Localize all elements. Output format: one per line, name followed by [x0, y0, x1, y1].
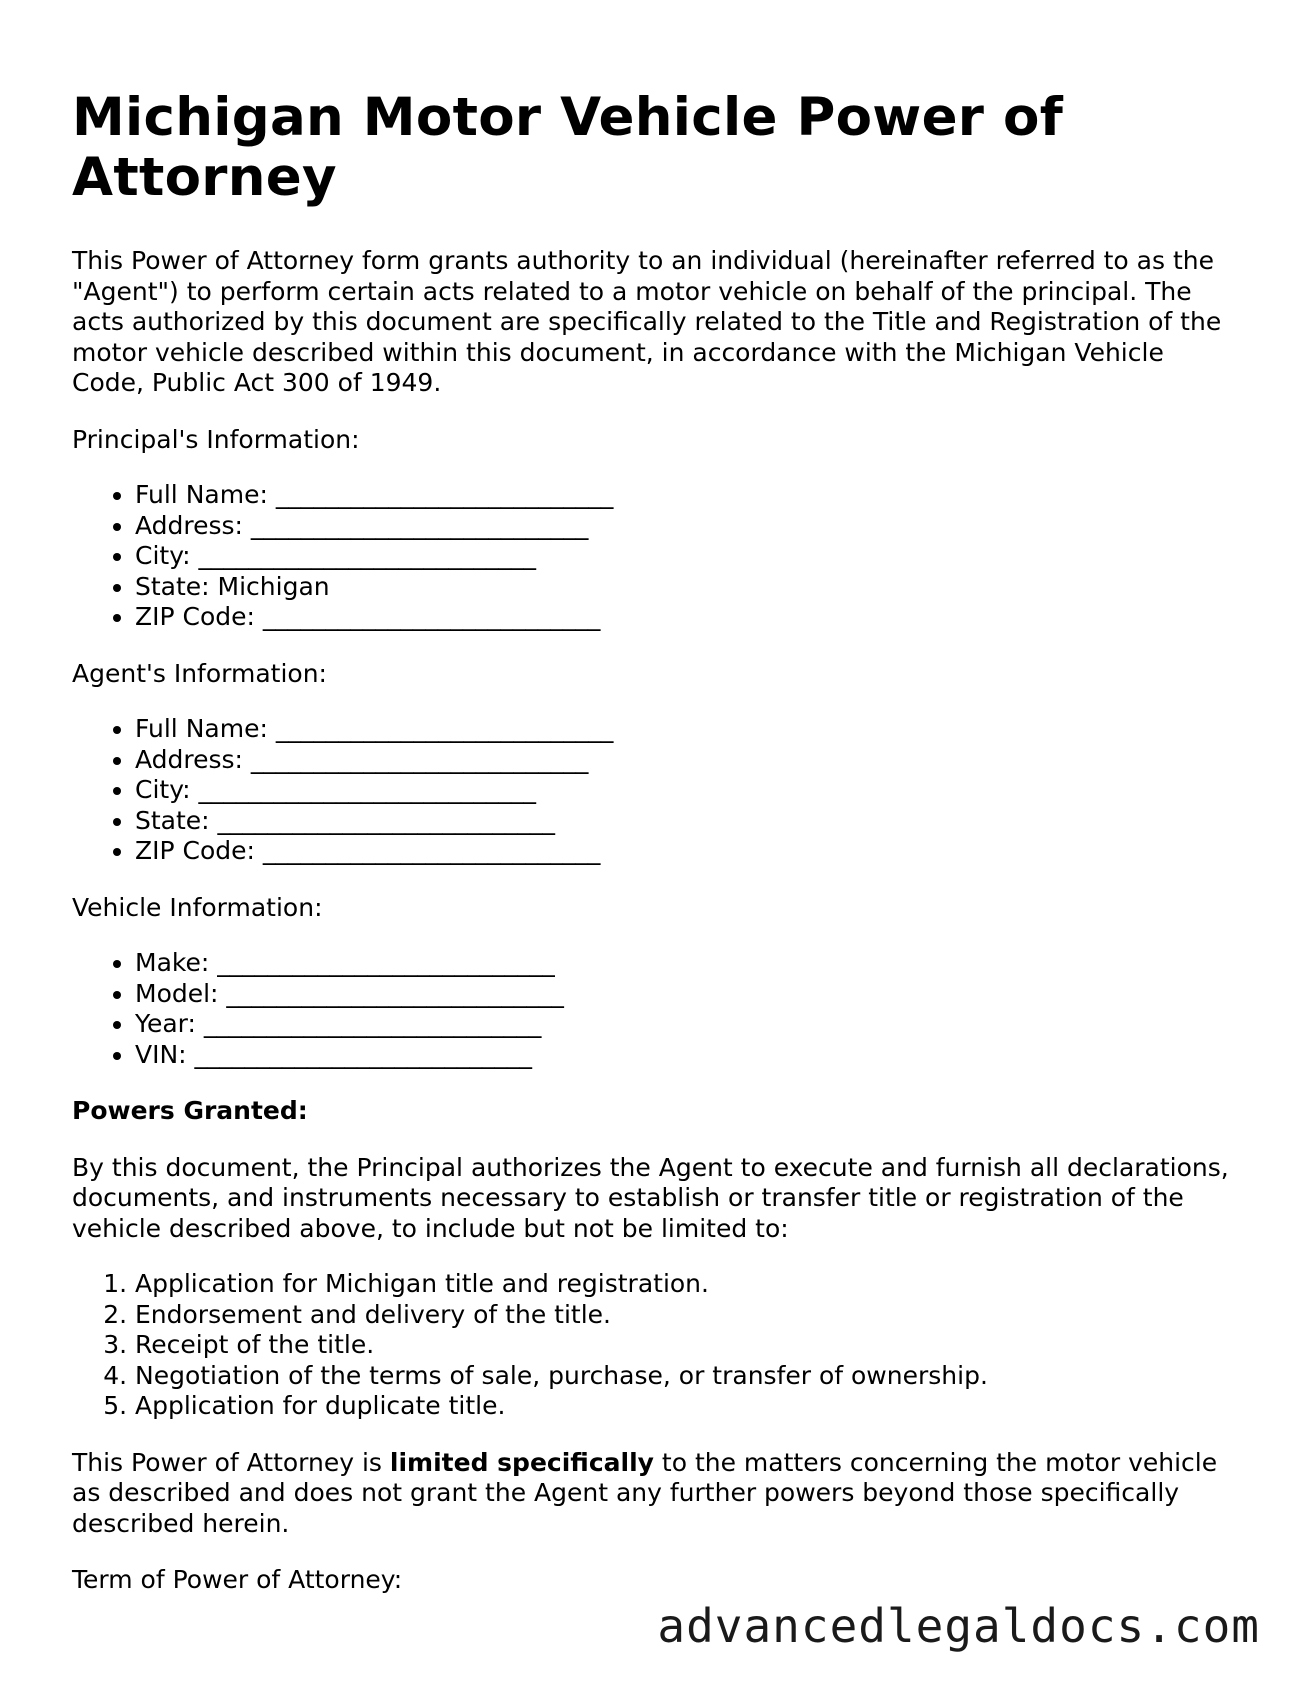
site-watermark: advancedlegaldocs.com	[657, 1599, 1260, 1653]
agent-zip-field: • ZIP Code: ___________________________	[135, 836, 1242, 867]
vehicle-vin-field: • VIN: ___________________________	[135, 1040, 1242, 1071]
principal-full-name-field: • Full Name: ___________________________	[135, 480, 1242, 511]
principal-section-label: Principal's Information:	[72, 424, 360, 454]
term-section-label: Term of Power of Attorney:	[72, 1565, 403, 1594]
power-item: 2. Endorsement and delivery of the title.	[135, 1300, 1242, 1331]
agent-full-name-field: • Full Name: ___________________________	[135, 714, 1242, 745]
document-page	[72, 88, 1242, 1596]
limitation-emphasis: limited specifically	[389, 1447, 654, 1477]
power-item: 1. Application for Michigan title and registration.	[135, 1269, 1242, 1300]
vehicle-fields-list	[72, 948, 1242, 1070]
vehicle-model-field: • Model: ___________________________	[135, 979, 1242, 1010]
agent-section-label: Agent's Information:	[72, 658, 327, 688]
power-item: 4. Negotiation of the terms of sale, purchase, or transfer of ownership.	[135, 1361, 1242, 1392]
agent-address-field: • Address: ___________________________	[135, 745, 1242, 776]
principal-city-field: • City: ___________________________	[135, 541, 1242, 572]
power-item: 3. Receipt of the title.	[135, 1330, 1242, 1361]
principal-zip-field: • ZIP Code: ___________________________	[135, 602, 1242, 633]
document-title: Michigan Motor Vehicle Power of Attorney	[72, 87, 1064, 208]
principal-fields-list	[72, 480, 1242, 633]
principal-address-field: • Address: ___________________________	[135, 511, 1242, 542]
powers-list	[72, 1269, 1242, 1422]
limitation-paragraph	[72, 1448, 1242, 1540]
agent-fields-list	[72, 714, 1242, 867]
vehicle-year-field: • Year: ___________________________	[135, 1009, 1242, 1040]
vehicle-section-label: Vehicle Information:	[72, 892, 323, 922]
agent-state-field: • State: ___________________________	[135, 806, 1242, 837]
intro-paragraph: This Power of Attorney form grants authority to an individual (hereinafter referred to as the "Agent") to perform certain acts related to a motor vehicle on behalf of the principal. The acts authorized by this document are specifically related to the Title and Registration of the motor vehicle described within this document, in accordance with the Michigan Vehicle Code, Public Act 300 of 1949.	[72, 246, 1222, 397]
principal-state-field: • State: Michigan	[135, 572, 1242, 603]
agent-city-field: • City: ___________________________	[135, 775, 1242, 806]
limitation-text-end: to the matters concerning the motor vehicle as described and does not grant the Agent any further powers beyond those specifically described herein.	[72, 1447, 1218, 1538]
power-item: 5. Application for duplicate title.	[135, 1391, 1242, 1422]
limitation-text-start: This Power of Attorney is	[72, 1447, 390, 1477]
vehicle-make-field: • Make: ___________________________	[135, 948, 1242, 979]
powers-granted-heading: Powers Granted:	[72, 1096, 308, 1125]
powers-intro-paragraph: By this document, the Principal authorizes the Agent to execute and furnish all declarations, documents, and instruments necessary to establish or transfer title or registration of the vehicle described above, to include but not be limited to:	[72, 1152, 1229, 1243]
